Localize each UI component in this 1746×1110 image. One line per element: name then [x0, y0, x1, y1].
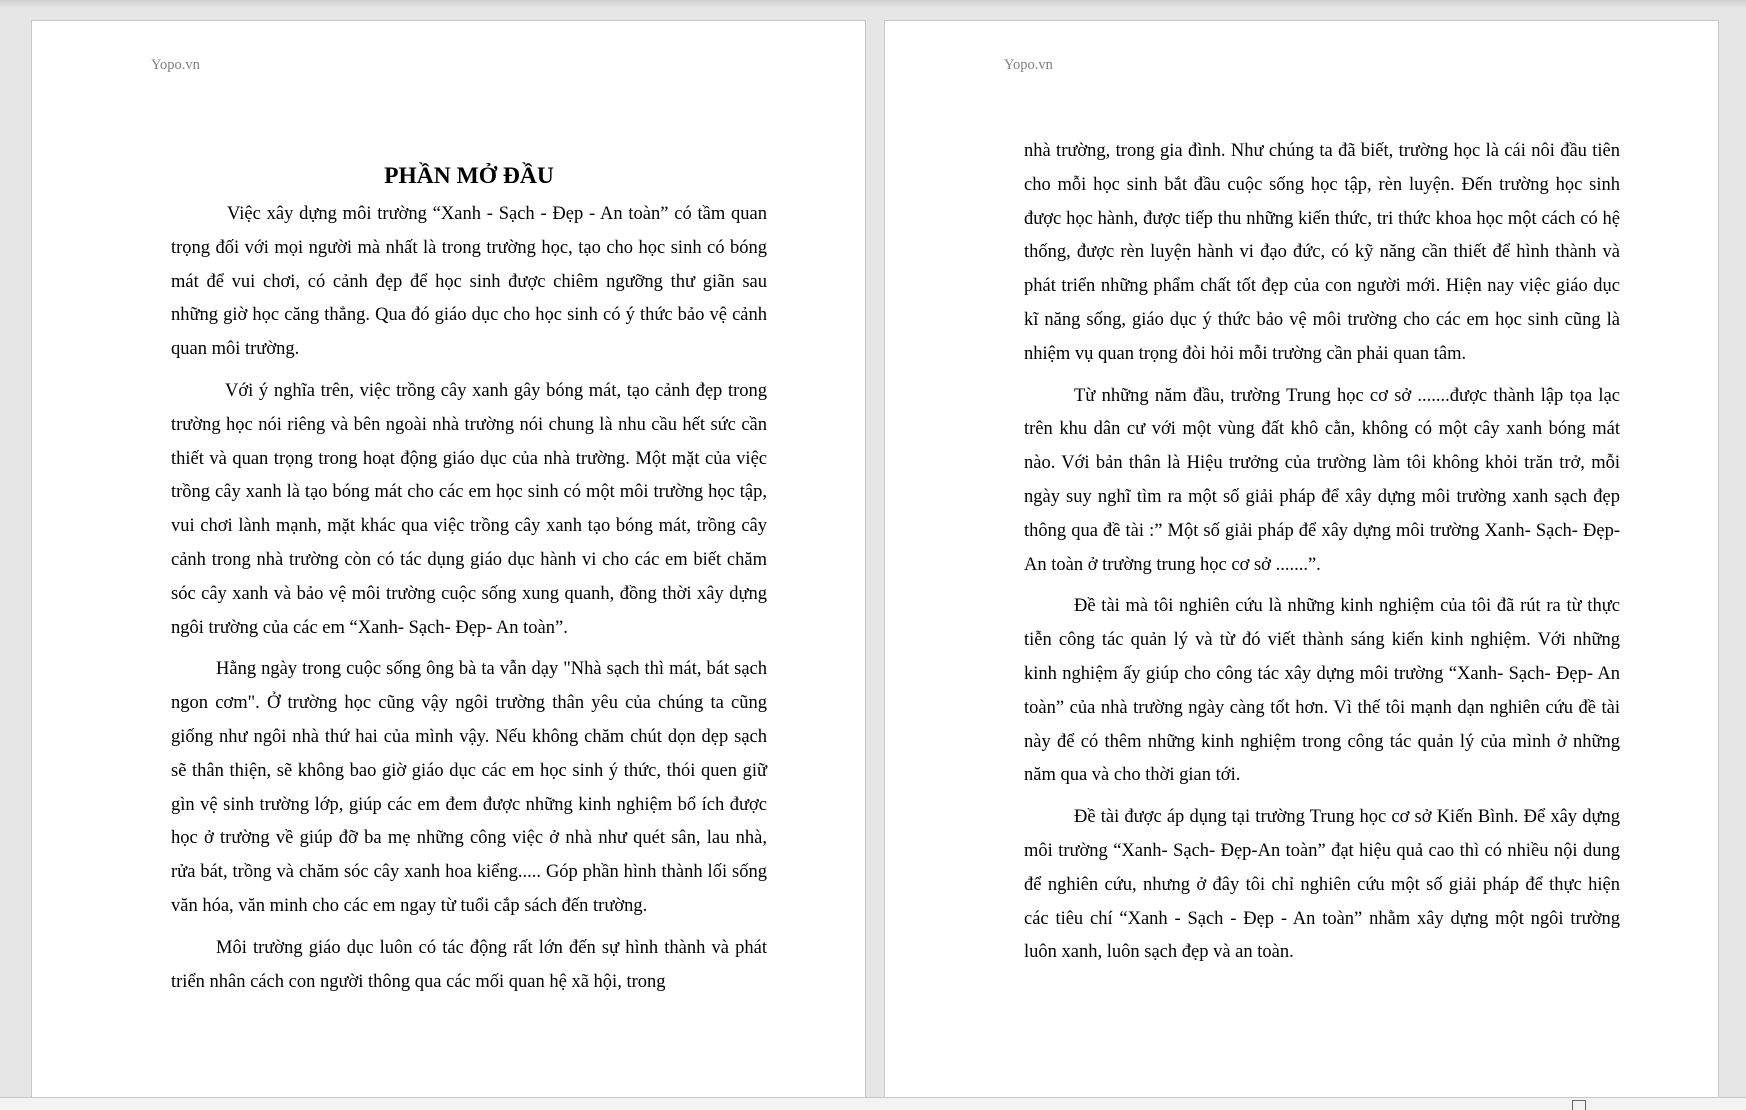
top-border — [0, 0, 1746, 8]
status-bar — [0, 1097, 1746, 1110]
paragraph: Từ những năm đầu, trường Trung học cơ sở .......được thành lập tọa lạc trên khu dân cư với một vùng đất khô cằn, không có một cây xanh bóng mát nào. Với bản thân là Hiệu trưởng của trường làm tôi không khỏi trăn trở, mỗi ngày suy nghĩ tìm ra một số giải pháp để xây dựng môi trường xanh sạch đẹp thông qua đề tài :” Một số giải pháp để xây dựng môi trường Xanh- Sạch- Đẹp- An toàn ở trường trung học cơ sở .......”. — [1024, 385, 1620, 575]
paragraph: Hằng ngày trong cuộc sống ông bà ta vẫn dạy "Nhà sạch thì mát, bát sạch ngon cơm". Ở trường học cũng vậy ngôi trường thân yêu của chúng ta cũng giống như ngôi nhà thứ hai của mình vậy. Nếu không chăm chút dọn dẹp sạch sẽ thân thiện, sẽ không bao giờ giáo dục các em học sinh ý thức, thói quen giữ gìn vệ sinh trường lớp, giúp các em đem được những kinh nghiệm bổ ích được học ở trường về giúp đỡ ba mẹ những công việc ở nhà như quét sân, lau nhà, rửa bát, trồng và chăm sóc cây xanh hoa kiểng..... Góp phần hình thành lối sống văn hóa, văn minh cho các em ngay từ tuổi cắp sách đến trường. — [171, 659, 767, 916]
page-header: Yopo.vn — [151, 57, 200, 73]
paragraph: Với ý nghĩa trên, việc trồng cây xanh gây bóng mát, tạo cảnh đẹp trong trường học nói riêng và bên ngoài nhà trường nói chung là nhu cầu hết sức cần thiết và quan trọng trong hoạt động giáo dục của nhà trường. Một mặt của việc trồng cây xanh là tạo bóng mát cho các em học sinh có một môi trường học tập, vui chơi lành mạnh, mặt khác qua việc trồng cây xanh tạo bóng mát, trồng cây cảnh trong nhà trường còn có tác dụng giáo dục hành vi cho các em biết chăm sóc cây xanh và bảo vệ môi trường cuộc sống xung quanh, đồng thời xây dựng ngôi trường của các em “Xanh- Sạch- Đẹp- An toàn”. — [171, 380, 767, 638]
page-body — [1024, 135, 1620, 978]
paragraph: Việc xây dựng môi trường “Xanh - Sạch - Đẹp - An toàn” có tầm quan trọng đối với mọi người mà nhất là trong trường học, tạo cho học sinh có bóng mát để vui chơi, có cảnh đẹp để học sinh được chiêm ngưỡng thư giãn sau những giờ học căng thẳng. Qua đó giáo dục cho học sinh có ý thức bảo vệ cảnh quan môi trường. — [171, 204, 767, 360]
view-mode-icon[interactable] — [1572, 1100, 1586, 1110]
page-header: Yopo.vn — [1004, 57, 1053, 73]
document-page-2[interactable] — [884, 20, 1719, 1098]
paragraph: Môi trường giáo dục luôn có tác động rất lớn đến sự hình thành và phát triển nhân cách con người thông qua các mối quan hệ xã hội, trong — [171, 937, 767, 992]
paragraph: Đề tài mà tôi nghiên cứu là những kinh nghiệm của tôi đã rút ra từ thực tiễn công tác quản lý và từ đó viết thành sáng kiến kinh nghiệm. Với những kinh nghiệm ấy giúp cho công tác xây dựng môi trường “Xanh- Sạch- Đẹp- An toàn” của nhà trường ngày càng tốt hơn. Vì thế tôi mạnh dạn nghiên cứu đề tài này để có thêm những kinh nghiệm trong công tác quản lý của mình ở những năm qua và cho thời gian tới. — [1024, 596, 1620, 786]
document-page-1[interactable] — [31, 20, 866, 1098]
paragraph: Đề tài được áp dụng tại trường Trung học cơ sở Kiến Bình. Để xây dựng môi trường “Xanh- Sạch- Đẹp-An toàn” đạt hiệu quả cao thì có nhiều nội dung để nghiên cứu, nhưng ở đây tôi chỉ nghiên cứu một số giải pháp để thực hiện các tiêu chí “Xanh - Sạch - Đẹp - An toàn” nhằm xây dựng một ngôi trường luôn xanh, luôn sạch đẹp và an toàn. — [1024, 807, 1620, 963]
paragraph: nhà trường, trong gia đình. Như chúng ta đã biết, trường học là cái nôi đầu tiên cho mỗi học sinh bắt đầu cuộc sống học tập, rèn luyện. Đến trường học sinh được học hành, được tiếp thu những kiến thức, tri thức khoa học một cách có hệ thống, được rèn luyện hành vi đạo đức, có kỹ năng cần thiết để hình thành và phát triển những phẩm chất tốt đẹp của con người mới. Hiện nay việc giáo dục kĩ năng sống, giáo dục ý thức bảo vệ môi trường cho các em học sinh cũng là nhiệm vụ quan trọng đòi hỏi mỗi trường cần phải quan tâm. — [1024, 141, 1620, 364]
section-title: PHẦN MỞ ĐẦU — [384, 163, 554, 189]
page-body — [171, 158, 767, 1007]
